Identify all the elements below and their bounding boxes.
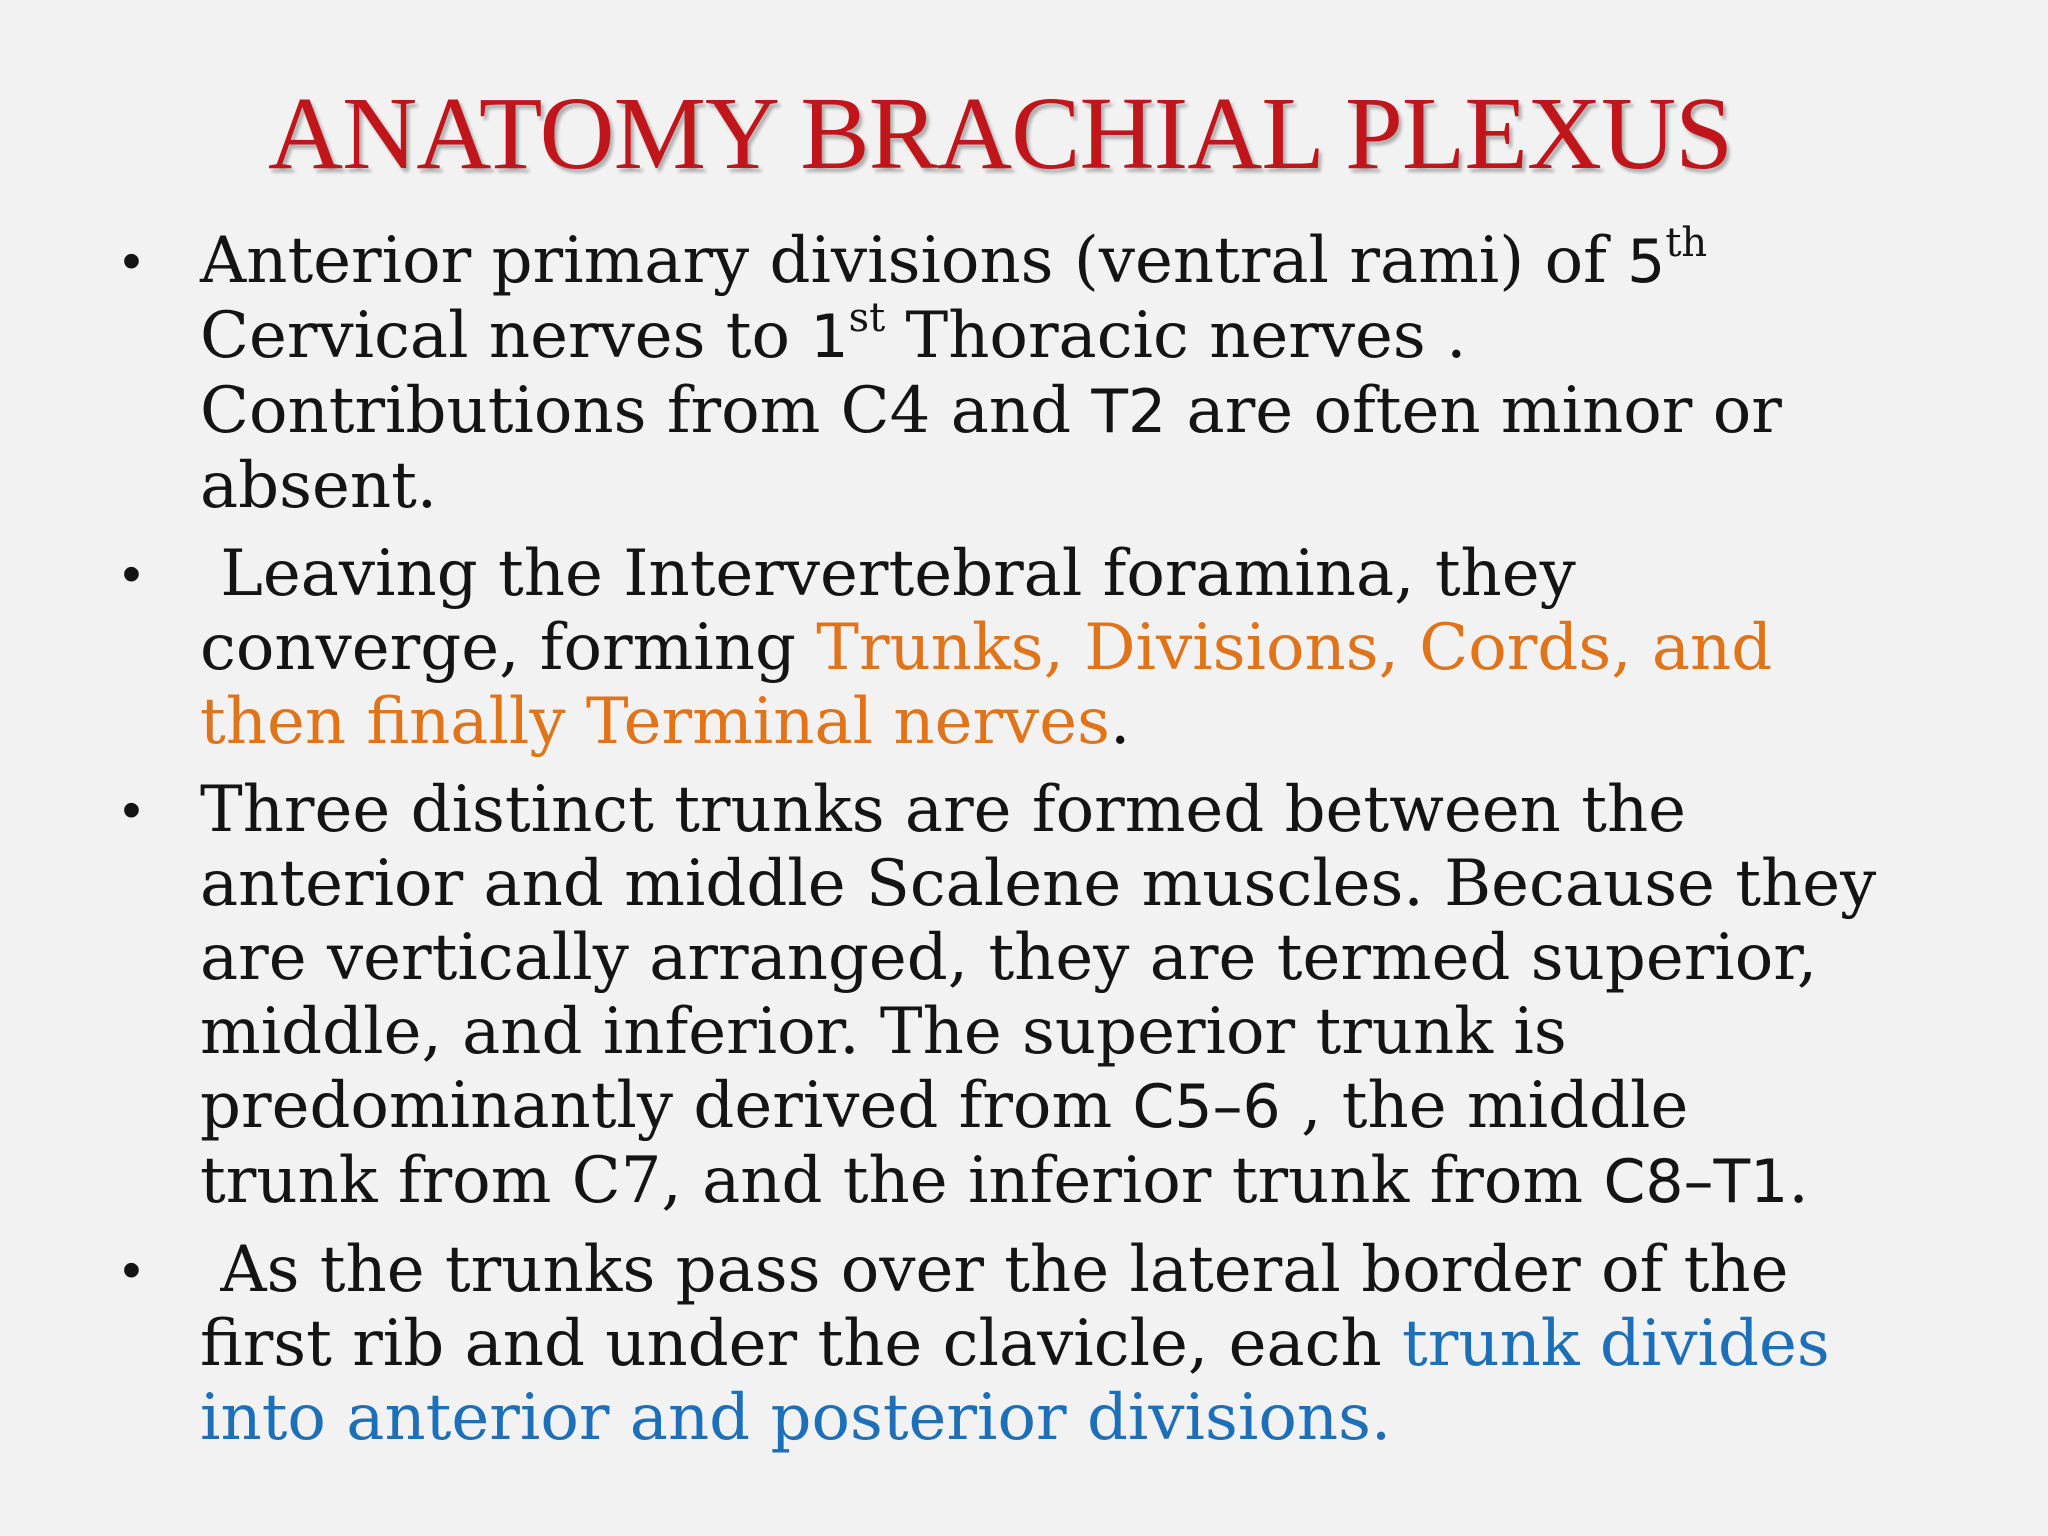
bullet-1-line-1: Anterior primary divisions (ventral rami) of 5th — [200, 220, 1708, 298]
bullet-3-line-1: Three distinct trunks are formed between the — [200, 773, 1687, 847]
bullet-2-line-1: Leaving the Intervertebral foramina, they — [200, 537, 1576, 611]
highlight-blue: into anterior and posterior divisions. — [200, 1381, 1392, 1455]
highlight-orange: Trunks, Divisions, Cords, and — [816, 611, 1773, 685]
slide-title: ANATOMY BRACHIAL PLEXUS — [268, 76, 1732, 191]
highlight-orange: then finally Terminal nerves — [200, 685, 1110, 759]
bullet-4-line-2: first rib and under the clavicle, each trunk divides — [200, 1307, 1830, 1381]
bullet-item-3 — [122, 773, 1950, 1219]
bullet-1-line-4: absent. — [200, 449, 438, 523]
bullet-3-line-5: predominantly derived from C5–6 , the middle — [200, 1069, 1689, 1143]
bullet-2-line-3: then finally Terminal nerves. — [200, 685, 1131, 759]
bullet-dot-icon: • — [122, 780, 141, 840]
bullet-item-2 — [122, 537, 1950, 759]
bullet-3-line-6: trunk from C7, and the inferior trunk from C8–T1. — [200, 1144, 1809, 1218]
bullet-4-line-3 — [200, 1381, 1950, 1455]
bullet-3-line-4: middle, and inferior. The superior trunk is — [200, 995, 1567, 1069]
bullet-4-line-1: As the trunks pass over the lateral border of the — [200, 1233, 1789, 1307]
bullet-2-line-2: converge, forming Trunks, Divisions, Cords, and — [200, 611, 1773, 685]
bullet-3-line-2: anterior and middle Scalene muscles. Because they — [200, 847, 1877, 921]
bullet-dot-icon: • — [122, 544, 141, 604]
bullet-3-line-3: are vertically arranged, they are termed superior, — [200, 921, 1818, 995]
bullet-item-1 — [122, 220, 1950, 523]
bullet-list — [122, 220, 1950, 1455]
highlight-blue: trunk divides — [1402, 1307, 1830, 1381]
bullet-dot-icon: • — [122, 231, 141, 291]
bullet-1-line-3: Contributions from C4 and T2 are often minor or — [200, 374, 1782, 448]
bullet-dot-icon: • — [122, 1240, 141, 1300]
bullet-item-4 — [122, 1233, 1950, 1455]
bullet-1-line-2: Cervical nerves to 1st Thoracic nerves . — [200, 295, 1467, 373]
